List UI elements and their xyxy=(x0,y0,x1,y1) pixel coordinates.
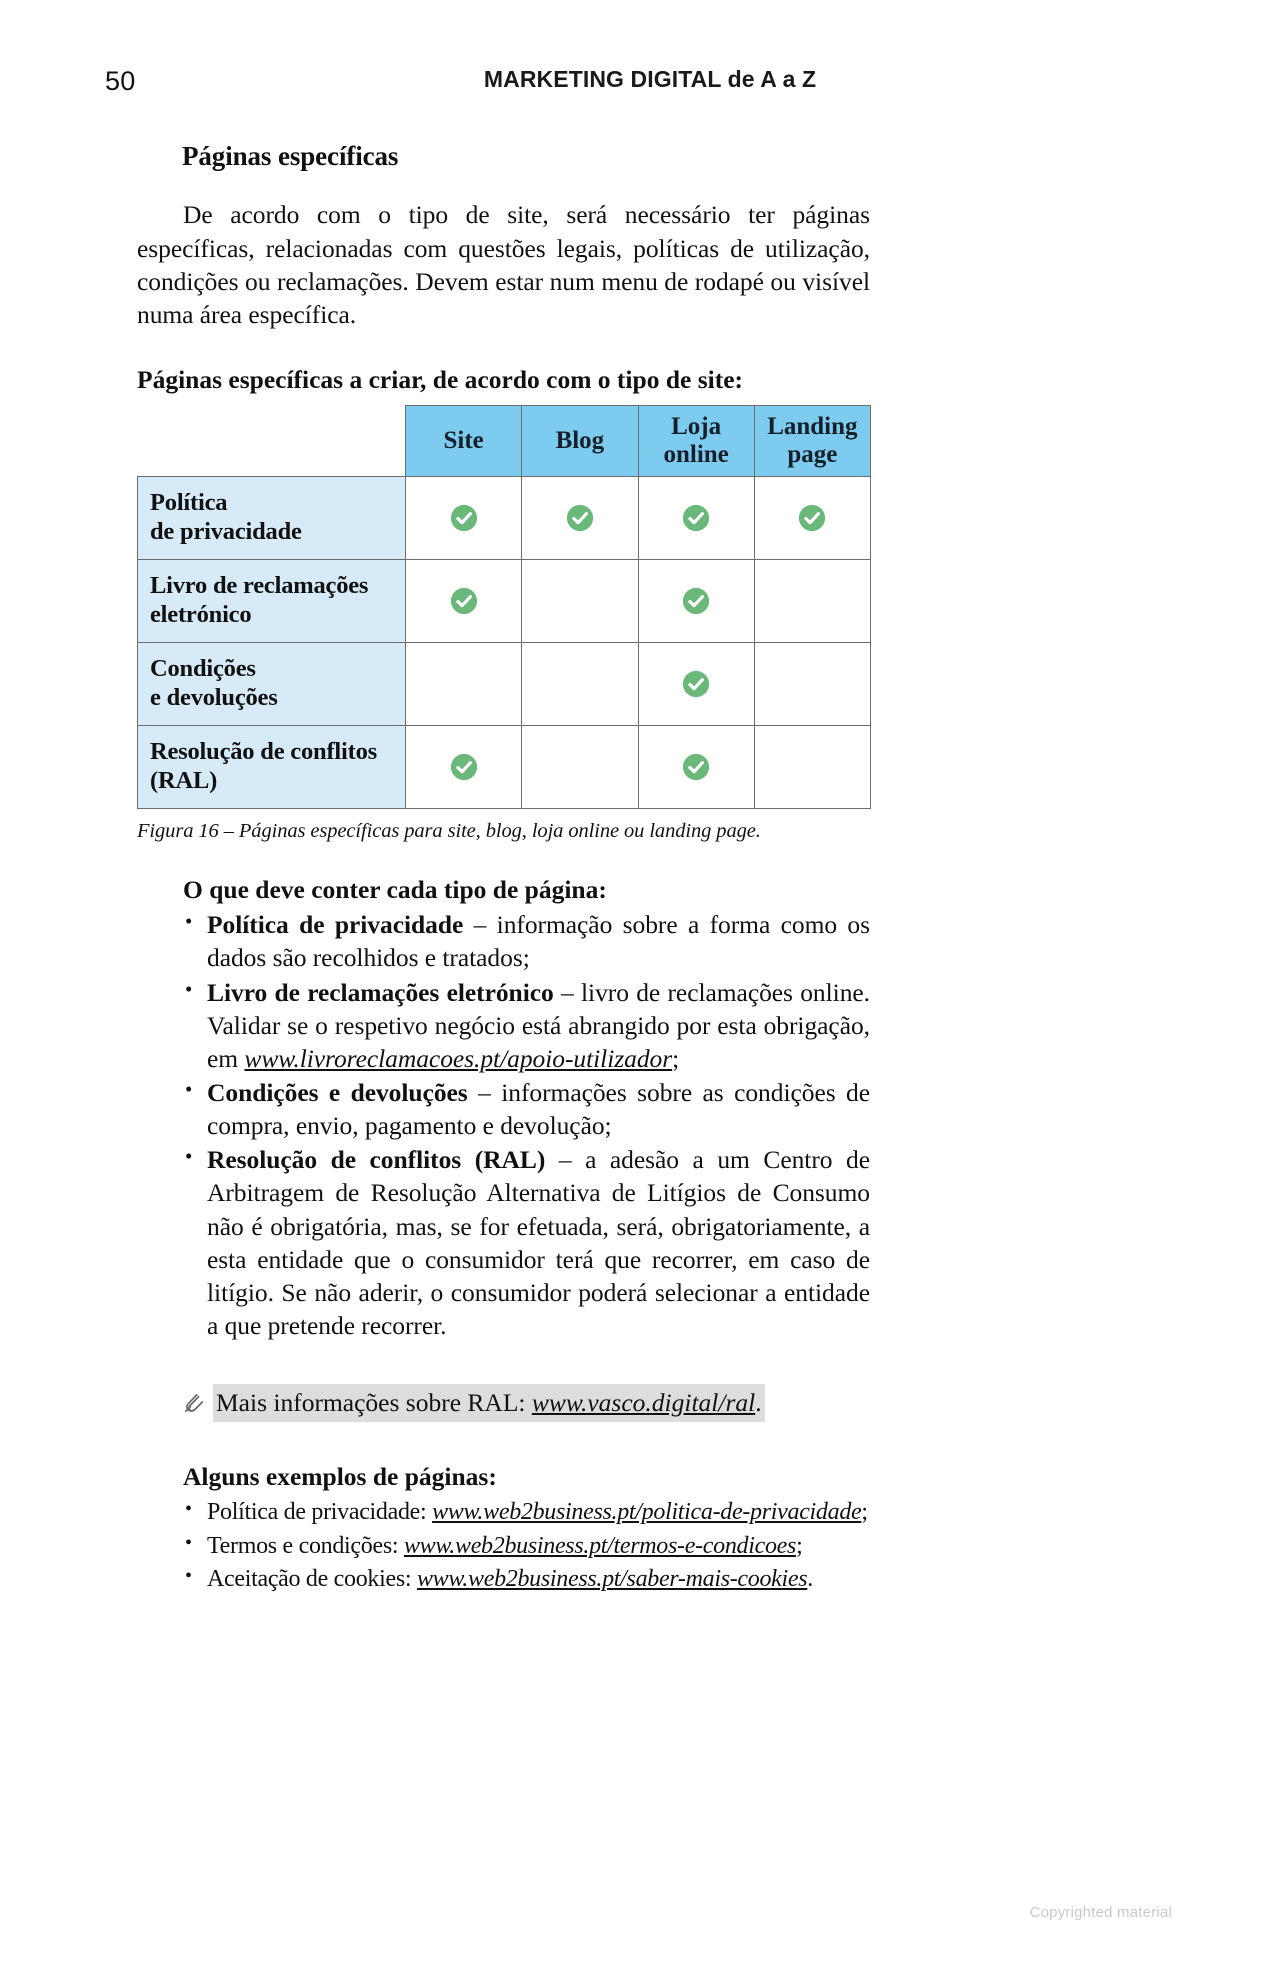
list-item: • Termos e condições: www.web2business.pt/termos-e-condicoes; xyxy=(183,1530,883,1563)
row-label: Política de privacidade xyxy=(138,476,406,559)
list-item: • Aceitação de cookies: www.web2business.pt/saber-mais-cookies. xyxy=(183,1563,883,1596)
table-row xyxy=(138,725,871,808)
example-link[interactable]: www.web2business.pt/saber-mais-cookies xyxy=(416,1565,808,1592)
matrix-cell-blog xyxy=(522,725,638,808)
check-circle-icon xyxy=(449,503,479,533)
check-circle-icon xyxy=(797,503,827,533)
check-circle-icon xyxy=(449,586,479,616)
matrix-cell-site xyxy=(406,559,522,642)
row-label: Livro de reclamações eletrónico xyxy=(138,559,406,642)
check-circle-icon xyxy=(681,503,711,533)
check-circle-icon xyxy=(449,752,479,782)
matrix-cell-blog xyxy=(522,642,638,725)
matrix-cell-landing-page xyxy=(754,476,870,559)
check-circle-icon xyxy=(681,752,711,782)
column-header-loja-online: Loja online xyxy=(638,405,754,476)
row-label: Condições e devoluções xyxy=(138,642,406,725)
matrix-cell-site xyxy=(406,476,522,559)
example-label: Política de privacidade: xyxy=(207,1499,433,1526)
matrix-cell-loja-online xyxy=(638,476,754,559)
list-item-term: Condições e devoluções xyxy=(207,1078,468,1108)
content-column xyxy=(137,140,870,1596)
ral-note xyxy=(183,1384,870,1422)
list-item: • Resolução de conflitos (RAL) – a adesão a um Centro de Arbitragem de Resolução Alternativa de Litígios de Consumo não é obrigatória, mas, se for efetuada, será, obrigatoriamente, a esta entidade que o consumidor terá que recorrer, em caso de litígio. Se não aderir, o consumidor poderá selecionar a entidade a que pretende recorrer. xyxy=(183,1143,870,1342)
column-header-blog: Blog xyxy=(522,405,638,476)
row-label: Resolução de conflitos (RAL) xyxy=(138,725,406,808)
example-label: Aceitação de cookies: xyxy=(207,1565,417,1592)
copyright-notice: Copyrighted material xyxy=(1029,1904,1172,1921)
list-item: • Condições e devoluções – informações sobre as condições de compra, envio, pagamento e devolução; xyxy=(183,1076,870,1142)
table-row xyxy=(138,559,871,642)
table-body xyxy=(138,476,871,808)
check-circle-icon xyxy=(565,503,595,533)
check-circle-icon xyxy=(681,669,711,699)
example-label: Termos e condições: xyxy=(207,1532,404,1559)
column-header-site: Site xyxy=(406,405,522,476)
example-link[interactable]: www.web2business.pt/politica-de-privacidade xyxy=(432,1499,862,1526)
section-heading: Páginas específicas xyxy=(182,141,399,171)
intro-paragraph: De acordo com o tipo de site, será necessário ter páginas específicas, relacionadas com questões legais, políticas de utilização, condições ou reclamações. Devem estar num menu de rodapé ou visível numa área específica. xyxy=(137,200,870,329)
matrix-cell-loja-online xyxy=(638,559,754,642)
list-item: • Política de privacidade – informação sobre a forma como os dados são recolhidos e tratados; xyxy=(183,908,870,974)
matrix-cell-loja-online xyxy=(638,642,754,725)
list-item-link[interactable]: www.livroreclamacoes.pt/apoio-utilizador xyxy=(244,1043,673,1073)
table-corner-spacer xyxy=(138,405,406,476)
matrix-cell-blog xyxy=(522,559,638,642)
table-intro: Páginas específicas a criar, de acordo com o tipo de site: xyxy=(137,364,743,394)
check-circle-icon xyxy=(681,586,711,616)
book-title: MARKETING DIGITAL de A a Z xyxy=(483,66,817,92)
matrix-cell-loja-online xyxy=(638,725,754,808)
matrix-cell-landing-page xyxy=(754,725,870,808)
pages-matrix-table xyxy=(137,405,871,809)
paperclip-icon xyxy=(183,1390,205,1414)
example-link[interactable]: www.web2business.pt/termos-e-condicoes xyxy=(403,1532,797,1559)
page-number: 50 xyxy=(105,66,136,96)
column-header-landing-page: Landing page xyxy=(754,405,870,476)
list-item-term: Livro de reclamações eletrónico xyxy=(207,977,554,1007)
ral-note-suffix: . xyxy=(755,1388,762,1418)
table-row xyxy=(138,476,871,559)
list-item: • Política de privacidade: www.web2business.pt/politica-de-privacidade; xyxy=(183,1496,883,1529)
content-list-block xyxy=(183,874,870,1342)
matrix-cell-site xyxy=(406,642,522,725)
figure-caption: Figura 16 – Páginas específicas para site, blog, loja online ou landing page. xyxy=(137,819,761,842)
table-header-row xyxy=(138,405,871,476)
matrix-cell-landing-page xyxy=(754,559,870,642)
table-row xyxy=(138,642,871,725)
matrix-cell-site xyxy=(406,725,522,808)
list-item-term: Resolução de conflitos (RAL) xyxy=(207,1145,546,1175)
ral-note-text xyxy=(213,1384,765,1422)
figure-16 xyxy=(137,405,870,845)
list-item-term: Política de privacidade xyxy=(207,910,464,940)
examples-block xyxy=(183,1460,883,1595)
content-list xyxy=(183,908,870,1342)
matrix-cell-landing-page xyxy=(754,642,870,725)
matrix-cell-blog xyxy=(522,476,638,559)
examples-list xyxy=(183,1496,883,1595)
running-head xyxy=(0,58,1280,102)
ral-note-prefix: Mais informações sobre RAL: xyxy=(216,1388,532,1418)
content-list-heading: O que deve conter cada tipo de página: xyxy=(183,875,607,905)
ral-note-link[interactable]: www.vasco.digital/ral xyxy=(531,1388,756,1418)
list-item: • Livro de reclamações eletrónico – livro de reclamações online. Validar se o respetivo negócio está abrangido por esta obrigação, em www.livroreclamacoes.pt/apoio-utilizador; xyxy=(183,976,870,1075)
examples-heading: Alguns exemplos de páginas: xyxy=(183,1462,497,1492)
